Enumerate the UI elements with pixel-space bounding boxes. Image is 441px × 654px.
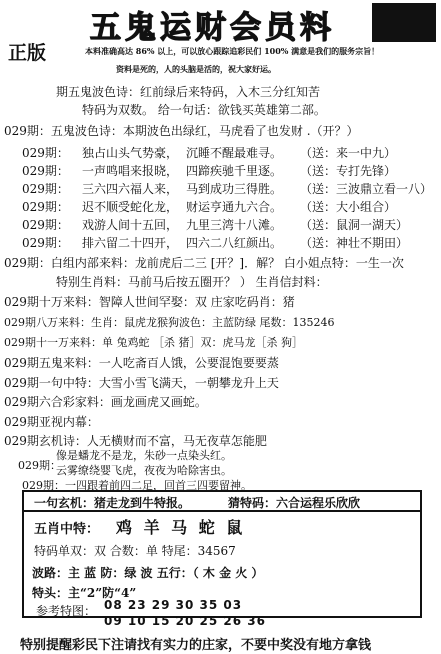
- row-6-text: 排六留二十四开，: [82, 236, 179, 250]
- line-poem-b: 云雾缭绕婴飞虎，夜夜为哈除害虫。: [56, 464, 232, 477]
- row-5-text2: 九里三湾十八滩。: [186, 218, 283, 232]
- line-five-ghost: 029期五鬼来料：一人吃斋百人饿，公要混饱要要蒸: [4, 356, 279, 370]
- main-label: 029期：五鬼波色诗：本期波色出绿红，马虎看了也发财 .（开？）: [4, 124, 359, 138]
- notice-2: 资料是死的，人的头脑是活的，祝大家好运。: [116, 64, 276, 74]
- edition-label: 正版: [8, 42, 47, 64]
- line-mystic-poem: 029期玄机诗：人无横财而不富，马无夜草怎能肥: [4, 434, 267, 448]
- row-6-hint: （送：神壮不期田）: [300, 236, 409, 250]
- row-4-text2: 财运亨通九六合。: [186, 200, 283, 214]
- row-3-period: 029期：: [22, 182, 69, 196]
- line-100k: 029期十万来料：智障人世间罕娶：双 庄家吃码肖：猪: [4, 295, 295, 309]
- row-1-text: 独占山头气势豪，: [82, 146, 179, 160]
- row-2-text2: 四蹄疾驰千里逐。: [186, 164, 283, 178]
- line-final: 029期：一四跟着前四二足，回首三四要留神。: [22, 479, 252, 492]
- line-atv-inside: 029期亚视内幕：: [4, 415, 99, 429]
- line-poem-a: 像是蟠龙不是龙，朱砂一点染头红。: [56, 449, 232, 462]
- row-6-text2: 四六二八红颜出。: [186, 236, 283, 250]
- line-poem-period: 029期：: [18, 459, 61, 472]
- row-2-hint: （送：专打先锋）: [300, 164, 397, 178]
- five-zodiac-label: 五肖中特：: [34, 522, 100, 537]
- row-4-text: 迟不顺受蛇化龙，: [82, 200, 179, 214]
- odd-even-line: 特码单双：双 合数：单 特尾：34567: [34, 544, 236, 558]
- row-5-text: 戏游人间十五回，: [82, 218, 179, 232]
- row-1-text2: 沉睡不醒最难寻。: [186, 146, 283, 160]
- row-1-hint: （送：来一中九）: [300, 146, 397, 160]
- row-3-text: 三六四六福人来，: [82, 182, 179, 196]
- row-6-period: 029期：: [22, 236, 69, 250]
- row-2-text: 一声鸣唱来报晓，: [82, 164, 179, 178]
- line-80k: 029期八万来料：生肖：鼠虎龙猴狗波色：主蓝防绿 尾数：135246: [4, 316, 335, 329]
- clue-box: [22, 490, 422, 512]
- row-5-period: 029期：: [22, 218, 69, 232]
- clue-text: 一句玄机：猪走龙到牛特报。: [34, 496, 191, 510]
- intro-line-2: 特码为双数。 给一句话：欲钱买英雄第二部。: [82, 103, 326, 117]
- page-title: 五鬼运财会员料: [90, 10, 335, 46]
- black-box: [372, 3, 436, 42]
- footer-note: 特别提醒彩民下注请找有实力的庄家，不要中奖没有地方拿钱: [20, 638, 372, 653]
- line-special-zodiac: 特别生肖料：马前马后按五圈开？ ） 生肖信封料：: [56, 275, 328, 289]
- row-4-hint: （送：大小组合）: [300, 200, 397, 214]
- line-one-phrase: 029期一句中特：大雪小雪飞满天，一朝攀龙升上天: [4, 376, 279, 390]
- ref-numbers-2: 09 10 15 20 25 26 36: [104, 614, 266, 628]
- head-line: 特头：主“2”防“4”: [32, 586, 137, 600]
- row-4-period: 029期：: [22, 200, 69, 214]
- row-3-text2: 马到成功三得胜。: [186, 182, 283, 196]
- notice-1: 本料准确高达 86% 以上，可以放心跟踪追彩民们 100% 满意是我们的服务宗旨！: [85, 46, 380, 56]
- ref-label: 参考特图：: [36, 604, 97, 618]
- line-mark-six: 029期六合彩家料：画龙画虎又画蛇。: [4, 395, 207, 409]
- line-white-group: 029期：白组内部来料：龙前虎后二三 [开？]．解？ 白小姐点特：一生一次: [4, 256, 404, 270]
- row-2-period: 029期：: [22, 164, 69, 178]
- guess-text: 猜特码：六合运程乐欣欣: [228, 496, 361, 510]
- row-1-period: 029期：: [22, 146, 69, 160]
- intro-line-1: 期五鬼波色诗：红前绿后来特码，入木三分红知苦: [56, 85, 321, 99]
- row-5-hint: （送：鼠洞一湖天）: [300, 218, 409, 232]
- ref-numbers-1: 08 23 29 30 35 03: [104, 598, 243, 612]
- line-110k: 029期十一万来料：单 兔鸡蛇 ［杀 猪］双：虎马龙［杀 狗］: [4, 336, 303, 349]
- wave-line: 波路：主 蓝 防：绿 波 五行：（ 木 金 火 ）: [32, 566, 264, 580]
- row-3-hint: （送：三波鼎立看一八）: [300, 182, 433, 196]
- five-zodiac-value: 鸡 羊 马 蛇 鼠: [116, 518, 246, 537]
